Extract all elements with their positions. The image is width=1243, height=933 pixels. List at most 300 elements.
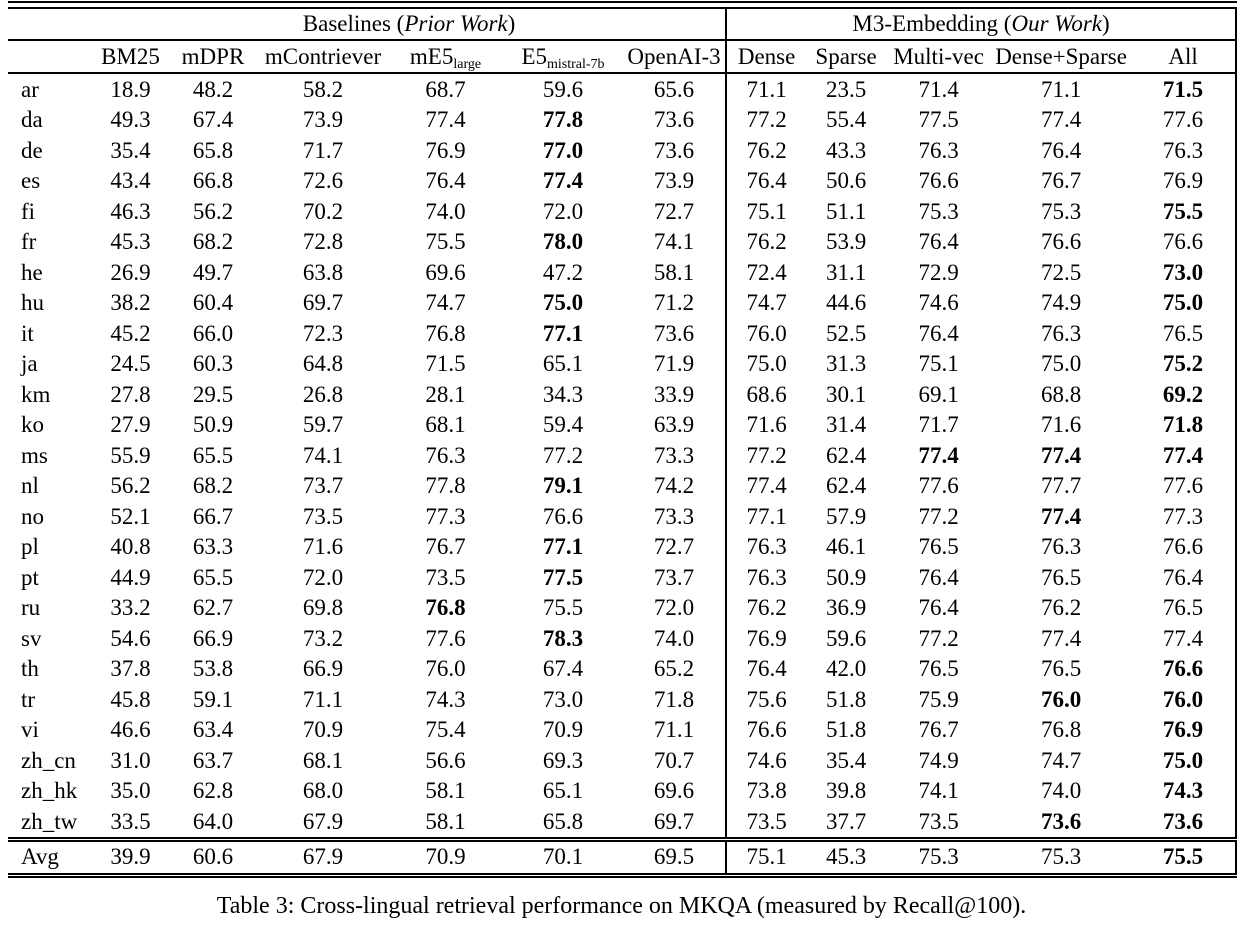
value-cell: 73.3 (653, 503, 695, 529)
value-cell: 76.2 (1040, 595, 1082, 621)
value-cell: 76.7 (1040, 168, 1082, 194)
value-cell: 74.0 (1040, 778, 1082, 804)
value-cell: 77.6 (918, 473, 959, 499)
table-row (8, 501, 1236, 532)
value-cell: 46.1 (825, 534, 867, 560)
value-cell: 77.2 (726, 105, 806, 136)
value-cell: 56.2 (192, 198, 234, 224)
value-cell: 75.5 (1131, 196, 1236, 227)
value-cell: 76.9 (425, 137, 466, 163)
value-cell: 55.9 (110, 442, 151, 468)
value-cell: 75.5 (425, 229, 466, 255)
avg-row (8, 839, 1236, 875)
value-cell: 74.3 (425, 686, 466, 712)
value-cell: 45.2 (110, 320, 151, 346)
value-cell: 35.4 (110, 137, 151, 163)
value-cell: 77.4 (425, 107, 466, 133)
table-row (8, 440, 1236, 471)
col-header-mcontriever: mContriever (258, 40, 388, 73)
value-cell: 65.6 (653, 76, 695, 102)
value-cell: 69.1 (918, 381, 959, 407)
row-label: Avg (8, 839, 93, 875)
value-cell: 77.6 (1131, 471, 1236, 502)
col-header-sparse: Sparse (806, 40, 886, 73)
value-cell: 31.0 (110, 747, 151, 773)
group-title-italic: Our Work (1011, 11, 1102, 37)
value-cell: 77.4 (1040, 107, 1082, 133)
value-cell: 37.8 (110, 656, 151, 682)
row-label: km (21, 381, 51, 407)
value-cell: 46.6 (110, 717, 151, 743)
table-row (8, 196, 1236, 227)
value-cell: 77.4 (1040, 625, 1082, 651)
value-cell: 74.2 (653, 473, 695, 499)
value-cell: 74.1 (302, 442, 344, 468)
value-cell: 74.6 (918, 290, 959, 316)
value-cell: 42.0 (825, 656, 867, 682)
value-cell: 77.4 (1040, 442, 1082, 468)
table-row (8, 135, 1236, 166)
value-cell: 63.8 (302, 259, 344, 285)
col-header-e5: $E5_{mistral-7b}$ (503, 40, 623, 73)
table-row (8, 318, 1236, 349)
row-label: nl (21, 473, 39, 499)
value-cell: 18.9 (110, 76, 151, 102)
value-cell: 76.4 (918, 595, 959, 621)
value-cell: 76.4 (918, 229, 959, 255)
group-header-baselines (93, 8, 726, 40)
value-cell: 54.6 (110, 625, 151, 651)
value-cell: 51.1 (825, 198, 867, 224)
value-cell: 69.5 (623, 839, 726, 875)
value-cell: 77.1 (726, 501, 806, 532)
value-cell: 60.4 (192, 290, 234, 316)
value-cell: 66.0 (192, 320, 234, 346)
table-row (8, 532, 1236, 563)
value-cell: 58.1 (425, 778, 466, 804)
value-cell: 71.7 (302, 137, 344, 163)
value-cell: 76.6 (542, 503, 584, 529)
value-cell: 62.4 (825, 442, 867, 468)
value-cell: 75.6 (726, 684, 806, 715)
value-cell: 76.3 (1040, 320, 1082, 346)
value-cell: 78.3 (542, 625, 584, 651)
value-cell: 31.4 (825, 412, 867, 438)
value-cell: 65.5 (192, 564, 234, 590)
value-cell: 62.8 (192, 778, 234, 804)
value-cell: 75.0 (1131, 288, 1236, 319)
value-cell: 64.8 (302, 351, 344, 377)
row-label: zh_cn (21, 747, 76, 773)
row-label: zh_tw (21, 808, 78, 834)
value-cell: 67.9 (302, 808, 344, 834)
results-table (8, 7, 1237, 878)
value-cell: 76.5 (1131, 318, 1236, 349)
row-label: de (21, 137, 43, 163)
value-cell: 56.2 (110, 473, 151, 499)
value-cell: 76.4 (918, 564, 959, 590)
value-cell: 47.2 (542, 259, 584, 285)
col-header-mdpr: mDPR (168, 40, 258, 73)
col-header-bm25: BM25 (93, 40, 168, 73)
value-cell: 76.7 (918, 717, 959, 743)
value-cell: 67.9 (258, 839, 388, 875)
value-cell: 77.4 (1131, 440, 1236, 471)
value-cell: 72.7 (653, 198, 695, 224)
value-cell: 68.7 (425, 76, 466, 102)
value-cell: 75.3 (886, 839, 991, 875)
value-cell: 58.2 (302, 76, 344, 102)
value-cell: 72.6 (302, 168, 344, 194)
row-label: no (21, 503, 44, 529)
value-cell: 76.4 (918, 320, 959, 346)
row-label: sv (21, 625, 42, 651)
value-cell: 58.1 (425, 808, 466, 834)
row-label: he (21, 259, 43, 285)
value-cell: 76.6 (1131, 227, 1236, 258)
value-cell: 73.6 (653, 320, 695, 346)
value-cell: 78.0 (542, 229, 584, 255)
value-cell: 59.1 (192, 686, 234, 712)
value-cell: 70.2 (302, 198, 344, 224)
value-cell: 77.4 (726, 471, 806, 502)
value-cell: 75.0 (1040, 351, 1082, 377)
group-title-italic: Prior Work (404, 11, 508, 37)
col-header-all: All (1131, 40, 1236, 73)
value-cell: 76.7 (425, 534, 466, 560)
value-cell: 65.8 (192, 137, 234, 163)
value-cell: 72.0 (302, 564, 344, 590)
value-cell: 39.9 (93, 839, 168, 875)
value-cell: 59.4 (542, 412, 584, 438)
value-cell: 51.8 (825, 686, 867, 712)
table-row (8, 776, 1236, 807)
value-cell: 75.3 (918, 198, 959, 224)
value-cell: 72.8 (302, 229, 344, 255)
value-cell: 74.9 (1040, 290, 1082, 316)
value-cell: 53.9 (825, 229, 867, 255)
table-row (8, 562, 1236, 593)
value-cell: 52.5 (825, 320, 867, 346)
value-cell: 72.5 (1040, 259, 1082, 285)
value-cell: 77.8 (425, 473, 466, 499)
value-cell: 43.3 (825, 137, 867, 163)
table-row (8, 745, 1236, 776)
value-cell: 68.2 (192, 473, 234, 499)
value-cell: 75.3 (1040, 198, 1082, 224)
value-cell: 68.6 (726, 379, 806, 410)
value-cell: 76.6 (726, 715, 806, 746)
column-header-row (8, 40, 1236, 73)
col-header-dense: Dense (726, 40, 806, 73)
value-cell: 63.9 (653, 412, 695, 438)
group-header-row (8, 8, 1236, 40)
value-cell: 76.4 (726, 166, 806, 197)
group-title-text: Baselines ( (302, 11, 405, 37)
value-cell: 50.9 (825, 564, 867, 590)
value-cell: 69.6 (653, 778, 695, 804)
table-body (8, 73, 1236, 875)
value-cell: 69.3 (542, 747, 584, 773)
value-cell: 76.5 (1131, 593, 1236, 624)
group-title-text: ) (1102, 11, 1110, 37)
value-cell: 24.5 (110, 351, 151, 377)
value-cell: 76.6 (1131, 532, 1236, 563)
value-cell: 60.6 (168, 839, 258, 875)
value-cell: 77.5 (918, 107, 959, 133)
value-cell: 76.5 (918, 534, 959, 560)
value-cell: 72.9 (918, 259, 959, 285)
value-cell: 53.8 (192, 656, 234, 682)
value-cell: 70.1 (503, 839, 623, 875)
value-cell: 33.5 (110, 808, 151, 834)
value-cell: 74.1 (653, 229, 695, 255)
row-label: hu (21, 290, 44, 316)
row-label: ja (21, 351, 38, 377)
value-cell: 76.8 (1040, 717, 1082, 743)
value-cell: 58.1 (653, 259, 695, 285)
value-cell: 77.7 (1040, 473, 1082, 499)
value-cell: 66.9 (302, 656, 344, 682)
value-cell: 77.2 (726, 440, 806, 471)
table-row (8, 73, 1236, 105)
value-cell: 35.0 (110, 778, 151, 804)
value-cell: 73.5 (726, 806, 806, 839)
value-cell: 60.3 (192, 351, 234, 377)
value-cell: 48.2 (192, 76, 234, 102)
value-cell: 71.1 (726, 73, 806, 105)
table-row (8, 471, 1236, 502)
value-cell: 55.4 (825, 107, 867, 133)
value-cell: 76.5 (918, 656, 959, 682)
row-label: fr (21, 229, 37, 255)
row-label: zh_hk (21, 778, 78, 804)
value-cell: 76.2 (726, 593, 806, 624)
value-cell: 77.3 (425, 503, 466, 529)
value-cell: 77.2 (918, 625, 959, 651)
value-cell: 72.0 (542, 198, 584, 224)
value-cell: 73.3 (653, 442, 695, 468)
value-cell: 74.9 (918, 747, 959, 773)
table-row (8, 593, 1236, 624)
value-cell: 62.7 (192, 595, 234, 621)
row-label: ms (21, 442, 48, 468)
row-label: ko (21, 412, 44, 438)
group-title-text: ) (507, 11, 516, 37)
value-cell: 76.9 (1131, 715, 1236, 746)
value-cell: 71.8 (1131, 410, 1236, 441)
value-cell: 75.5 (1131, 839, 1236, 875)
value-cell: 77.4 (1131, 623, 1236, 654)
value-cell: 30.1 (825, 381, 867, 407)
value-cell: 44.6 (825, 290, 867, 316)
table-row (8, 288, 1236, 319)
results-table-wrapper (8, 1, 1237, 878)
value-cell: 28.1 (425, 381, 466, 407)
value-cell: 71.1 (1040, 76, 1082, 102)
value-cell: 74.6 (726, 745, 806, 776)
value-cell: 33.9 (653, 381, 695, 407)
value-cell: 75.5 (542, 595, 584, 621)
value-cell: 72.4 (726, 257, 806, 288)
value-cell: 68.1 (425, 412, 466, 438)
value-cell: 26.9 (110, 259, 151, 285)
value-cell: 69.6 (425, 259, 466, 285)
value-cell: 72.0 (653, 595, 695, 621)
value-cell: 56.6 (425, 747, 466, 773)
value-cell: 31.3 (825, 351, 867, 377)
value-cell: 36.9 (825, 595, 867, 621)
value-cell: 73.5 (302, 503, 344, 529)
table-row (8, 623, 1236, 654)
value-cell: 65.1 (542, 351, 584, 377)
value-cell: 77.3 (1131, 501, 1236, 532)
value-cell: 67.4 (192, 107, 234, 133)
value-cell: 77.6 (1131, 105, 1236, 136)
value-cell: 75.0 (542, 290, 584, 316)
col-header-openai-3: OpenAI-3 (623, 40, 726, 73)
value-cell: 77.4 (1040, 503, 1082, 529)
value-cell: 71.1 (302, 686, 344, 712)
value-cell: 77.5 (542, 564, 584, 590)
value-cell: 69.8 (302, 595, 344, 621)
value-cell: 73.7 (302, 473, 344, 499)
value-cell: 71.5 (1131, 73, 1236, 105)
value-cell: 59.6 (542, 76, 584, 102)
value-cell: 75.2 (1131, 349, 1236, 380)
value-cell: 34.3 (542, 381, 584, 407)
value-cell: 62.4 (825, 473, 867, 499)
value-cell: 76.6 (918, 168, 959, 194)
value-cell: 75.1 (726, 196, 806, 227)
value-cell: 33.2 (110, 595, 151, 621)
group-header-m3-embedding (726, 8, 1236, 40)
table-row (8, 806, 1236, 839)
value-cell: 71.6 (726, 410, 806, 441)
value-cell: 65.1 (542, 778, 584, 804)
value-cell: 66.9 (192, 625, 234, 651)
value-cell: 46.3 (110, 198, 151, 224)
value-cell: 73.5 (425, 564, 466, 590)
value-cell: 71.8 (653, 686, 695, 712)
value-cell: 77.1 (542, 320, 584, 346)
col-header-subscript: large (453, 56, 482, 72)
value-cell: 49.7 (192, 259, 234, 285)
value-cell: 79.1 (542, 473, 584, 499)
value-cell: 59.7 (302, 412, 344, 438)
value-cell: 40.8 (110, 534, 151, 560)
value-cell: 76.9 (1131, 166, 1236, 197)
value-cell: 67.4 (542, 656, 584, 682)
value-cell: 75.0 (726, 349, 806, 380)
value-cell: 52.1 (110, 503, 151, 529)
row-label: pl (21, 534, 39, 560)
value-cell: 75.1 (918, 351, 959, 377)
value-cell: 27.9 (110, 412, 151, 438)
table-row (8, 166, 1236, 197)
value-cell: 71.1 (653, 717, 695, 743)
value-cell: 77.4 (918, 442, 959, 468)
table-caption: Table 3: Cross-lingual retrieval performance on MKQA (measured by Recall@100). (216, 893, 1027, 919)
value-cell: 71.6 (302, 534, 344, 560)
value-cell: 76.4 (1040, 137, 1082, 163)
value-cell: 77.2 (542, 442, 584, 468)
value-cell: 76.8 (425, 320, 466, 346)
value-cell: 69.7 (653, 808, 695, 834)
row-label: ar (21, 76, 39, 102)
col-header-subscript: mistral-7b (547, 56, 605, 72)
corner-empty-cell (8, 8, 93, 40)
value-cell: 75.9 (918, 686, 959, 712)
value-cell: 77.0 (542, 137, 584, 163)
value-cell: 26.8 (302, 381, 344, 407)
value-cell: 29.5 (192, 381, 234, 407)
value-cell: 39.8 (825, 778, 867, 804)
value-cell: 76.0 (1040, 686, 1082, 712)
value-cell: 74.7 (425, 290, 466, 316)
value-cell: 76.6 (1131, 654, 1236, 685)
value-cell: 76.4 (726, 654, 806, 685)
table-row (8, 654, 1236, 685)
value-cell: 73.6 (653, 137, 695, 163)
row-label: da (21, 107, 43, 133)
value-cell: 71.5 (425, 351, 466, 377)
value-cell: 50.6 (825, 168, 867, 194)
value-cell: 66.7 (192, 503, 234, 529)
value-cell: 68.2 (192, 229, 234, 255)
row-label: th (21, 656, 39, 682)
value-cell: 63.4 (192, 717, 234, 743)
value-cell: 73.5 (918, 808, 959, 834)
value-cell: 71.2 (653, 290, 695, 316)
value-cell: 49.3 (110, 107, 151, 133)
value-cell: 73.6 (1040, 808, 1082, 834)
value-cell: 63.7 (192, 747, 234, 773)
value-cell: 74.0 (425, 198, 466, 224)
value-cell: 73.6 (653, 107, 695, 133)
value-cell: 74.0 (653, 625, 695, 651)
value-cell: 76.2 (726, 227, 806, 258)
value-cell: 73.9 (302, 107, 344, 133)
table-row (8, 105, 1236, 136)
value-cell: 74.7 (1040, 747, 1082, 773)
table-row (8, 349, 1236, 380)
value-cell: 76.3 (1131, 135, 1236, 166)
value-cell: 37.7 (825, 808, 867, 834)
value-cell: 65.8 (542, 808, 584, 834)
value-cell: 57.9 (825, 503, 867, 529)
value-cell: 69.7 (302, 290, 344, 316)
table-row (8, 715, 1236, 746)
value-cell: 73.6 (1131, 806, 1236, 839)
value-cell: 76.2 (726, 135, 806, 166)
value-cell: 72.3 (302, 320, 344, 346)
value-cell: 73.8 (726, 776, 806, 807)
table-row (8, 410, 1236, 441)
value-cell: 77.6 (425, 625, 466, 651)
value-cell: 70.9 (302, 717, 344, 743)
col-header-dense-sparse: Dense+Sparse (991, 40, 1131, 73)
value-cell: 76.3 (726, 532, 806, 563)
value-cell: 73.2 (302, 625, 344, 651)
row-label: tr (21, 686, 36, 712)
value-cell: 76.0 (1131, 684, 1236, 715)
value-cell: 23.5 (825, 76, 867, 102)
value-cell: 77.4 (542, 168, 584, 194)
value-cell: 45.3 (806, 839, 886, 875)
value-cell: 76.3 (1040, 534, 1082, 560)
value-cell: 45.8 (110, 686, 151, 712)
